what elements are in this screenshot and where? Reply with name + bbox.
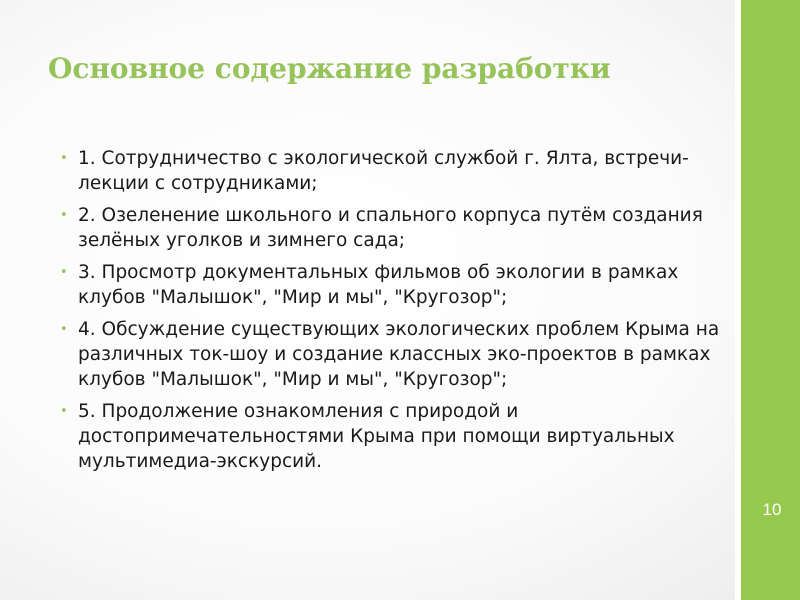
bullet-icon: • xyxy=(60,265,68,280)
bullet-icon: • xyxy=(60,404,68,419)
bullet-list xyxy=(60,146,730,481)
list-item-text: 4. Обсуждение существующих экологических проблем Крыма на различных ток-шоу и создание классных эко-проектов в рамках клубов "Малышок", "Мир и мы", "Кругозор"; xyxy=(78,319,720,390)
bullet-icon: • xyxy=(60,208,68,223)
list-item xyxy=(60,203,730,253)
list-item-text: 5. Продолжение ознакомления с природой и достопримечательностями Крыма при помощи виртуальных мультимедиа-экскурсий. xyxy=(78,401,675,472)
list-item-text: 3. Просмотр документальных фильмов об экологии в рамках клубов "Малышок", "Мир и мы", "Кругозор"; xyxy=(78,262,679,308)
bullet-icon: • xyxy=(60,151,68,166)
list-item xyxy=(60,260,730,310)
bullet-icon: • xyxy=(60,322,68,337)
list-item xyxy=(60,146,730,196)
list-item-text: 2. Озеленение школьного и спального корпуса путём создания зелёных уголков и зимнего сада; xyxy=(78,205,703,251)
slide-title: Основное содержание разработки xyxy=(48,52,611,85)
page-number: 10 xyxy=(762,500,782,519)
list-item-text: 1. Сотрудничество с экологической службой г. Ялта, встречи-лекции с сотрудниками; xyxy=(78,148,689,194)
list-item xyxy=(60,399,730,474)
list-item xyxy=(60,317,730,392)
